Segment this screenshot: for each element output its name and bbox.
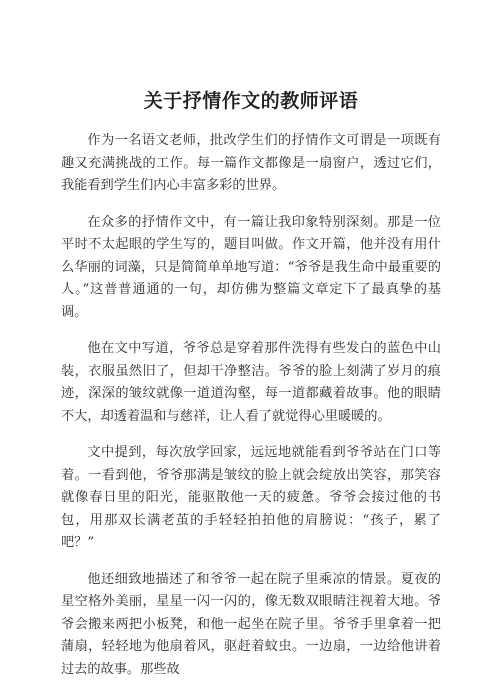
paragraph-1: 作为一名语文老师，批改学生们的抒情作文可谓是一项既有趣又充满挑战的工作。每一篇作文都像是一扇窗户，透过它们，我能看到学生们内心丰富多彩的世界。 [61, 130, 441, 198]
paragraph-5: 他还细致地描述了和爷爷一起在院子里乘凉的情景。夏夜的星空格外美丽，星星一闪一闪的，像无数双眼睛注视着大地。爷爷会搬来两把小板凳，和他一起坐在院子里。爷爷手里拿着一把蒲扇，轻轻地为他扇着风，驱赶着蚊虫。一边扇，一边给他讲着过去的故事。那些故 [61, 569, 441, 681]
paragraph-3: 他在文中写道，爷爷总是穿着那件洗得有些发白的蓝色中山装，衣服虽然旧了，但却干净整洁。爷爷的脸上刻满了岁月的痕迹，深深的皱纹就像一道道沟壑，每一道都藏着故事。他的眼睛不大，却透着温和与慈祥，让人看了就觉得心里暖暖的。 [61, 338, 441, 428]
paragraph-4: 文中提到，每次放学回家，远远地就能看到爷爷站在门口等着。一看到他，爷爷那满是皱纹的脸上就会绽放出笑容，那笑容就像春日里的阳光，能驱散他一天的疲惫。爷爷会接过他的书包，用那双长满老茧的手轻轻拍拍他的肩膀说：“孩子，累了吧？” [61, 442, 441, 555]
paragraph-2: 在众多的抒情作文中，有一篇让我印象特别深刻。那是一位平时不太起眼的学生写的，题目叫做。作文开篇，他并没有用什么华丽的词藻，只是简简单单地写道：“爷爷是我生命中最重要的人。”这普普通通的一句，却仿佛为整篇文章定下了最真挚的基调。 [61, 212, 441, 325]
document-title: 关于抒情作文的教师评语 [61, 88, 441, 114]
